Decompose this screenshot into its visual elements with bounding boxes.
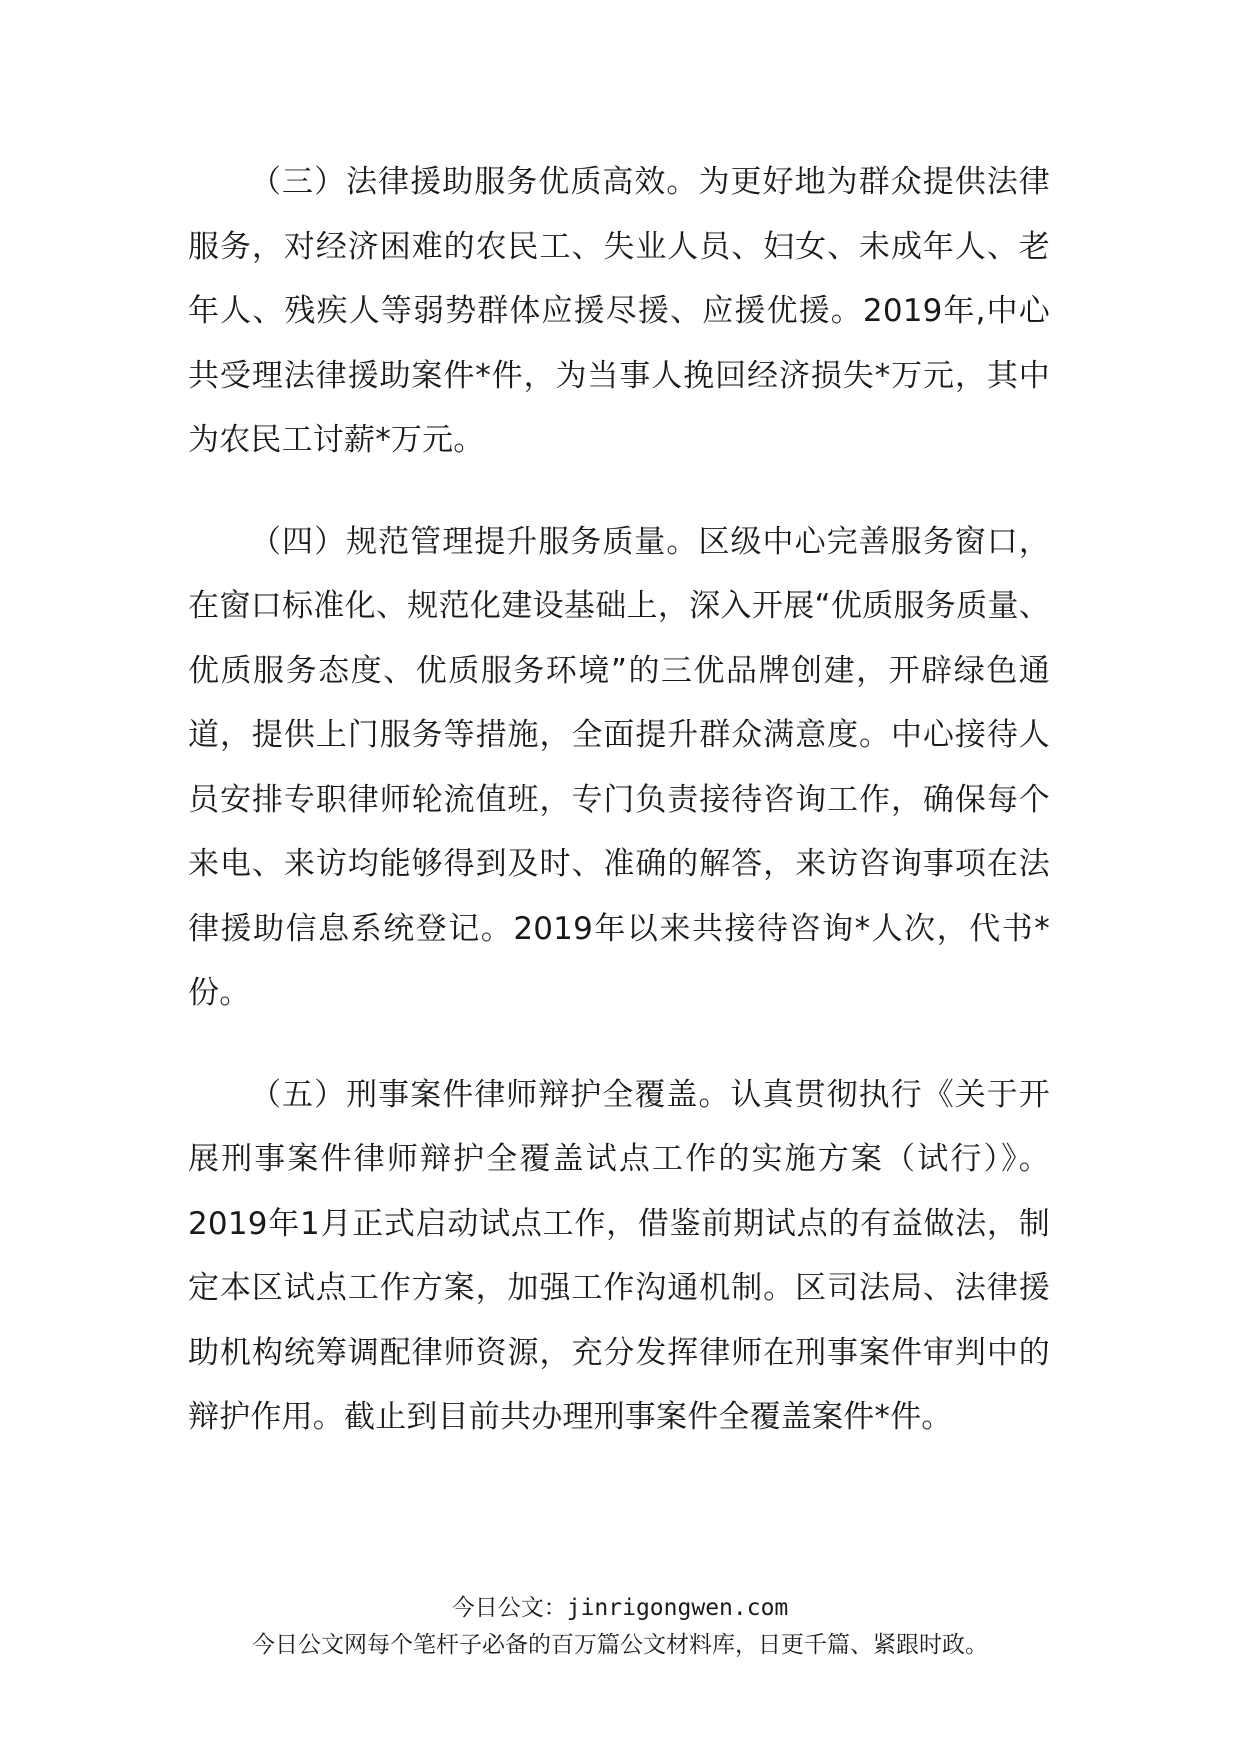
document-body	[188, 150, 1050, 1450]
footer-site-label: 今日公文：	[451, 1595, 567, 1621]
paragraph-legal-aid-service: （三）法律援助服务优质高效。为更好地为群众提供法律服务，对经济困难的农民工、失业人员、妇女、未成年人、老年人、残疾人等弱势群体应援尽援、应援优援。2019年,中心共受理法律援助案件*件，为当事人挽回经济损失*万元，其中为农民工讨薪*万元。	[188, 164, 1050, 458]
footer-slogan: 今日公文网每个笔杆子必备的百万篇公文材料库，日更千篇、紧跟时政。	[252, 1632, 988, 1658]
paragraph-service-quality: （四）规范管理提升服务质量。区级中心完善服务窗口，在窗口标准化、规范化建设基础上，深入开展“优质服务质量、优质服务态度、优质服务环境”的三优品牌创建，开辟绿色通道，提供上门服务等措施，全面提升群众满意度。中心接待人员安排专职律师轮流值班，专门负责接待咨询工作，确保每个来电、来访均能够得到及时、准确的解答，来访咨询事项在法律援助信息系统登记。2019年以来共接待咨询*人次，代书*份。	[188, 523, 1050, 1011]
footer-site-line	[0, 1593, 1240, 1623]
paragraph-criminal-defense: （五）刑事案件律师辩护全覆盖。认真贯彻执行《关于开展刑事案件律师辩护全覆盖试点工作的实施方案（试行）》。2019年1月正式启动试点工作，借鉴前期试点的有益做法，制定本区试点工作方案，加强工作沟通机制。区司法局、法律援助机构统筹调配律师资源，充分发挥律师在刑事案件审判中的辩护作用。截止到目前共办理刑事案件全覆盖案件*件。	[188, 1076, 1050, 1435]
footer-site-url[interactable]: jinrigongwen.com	[566, 1595, 789, 1621]
